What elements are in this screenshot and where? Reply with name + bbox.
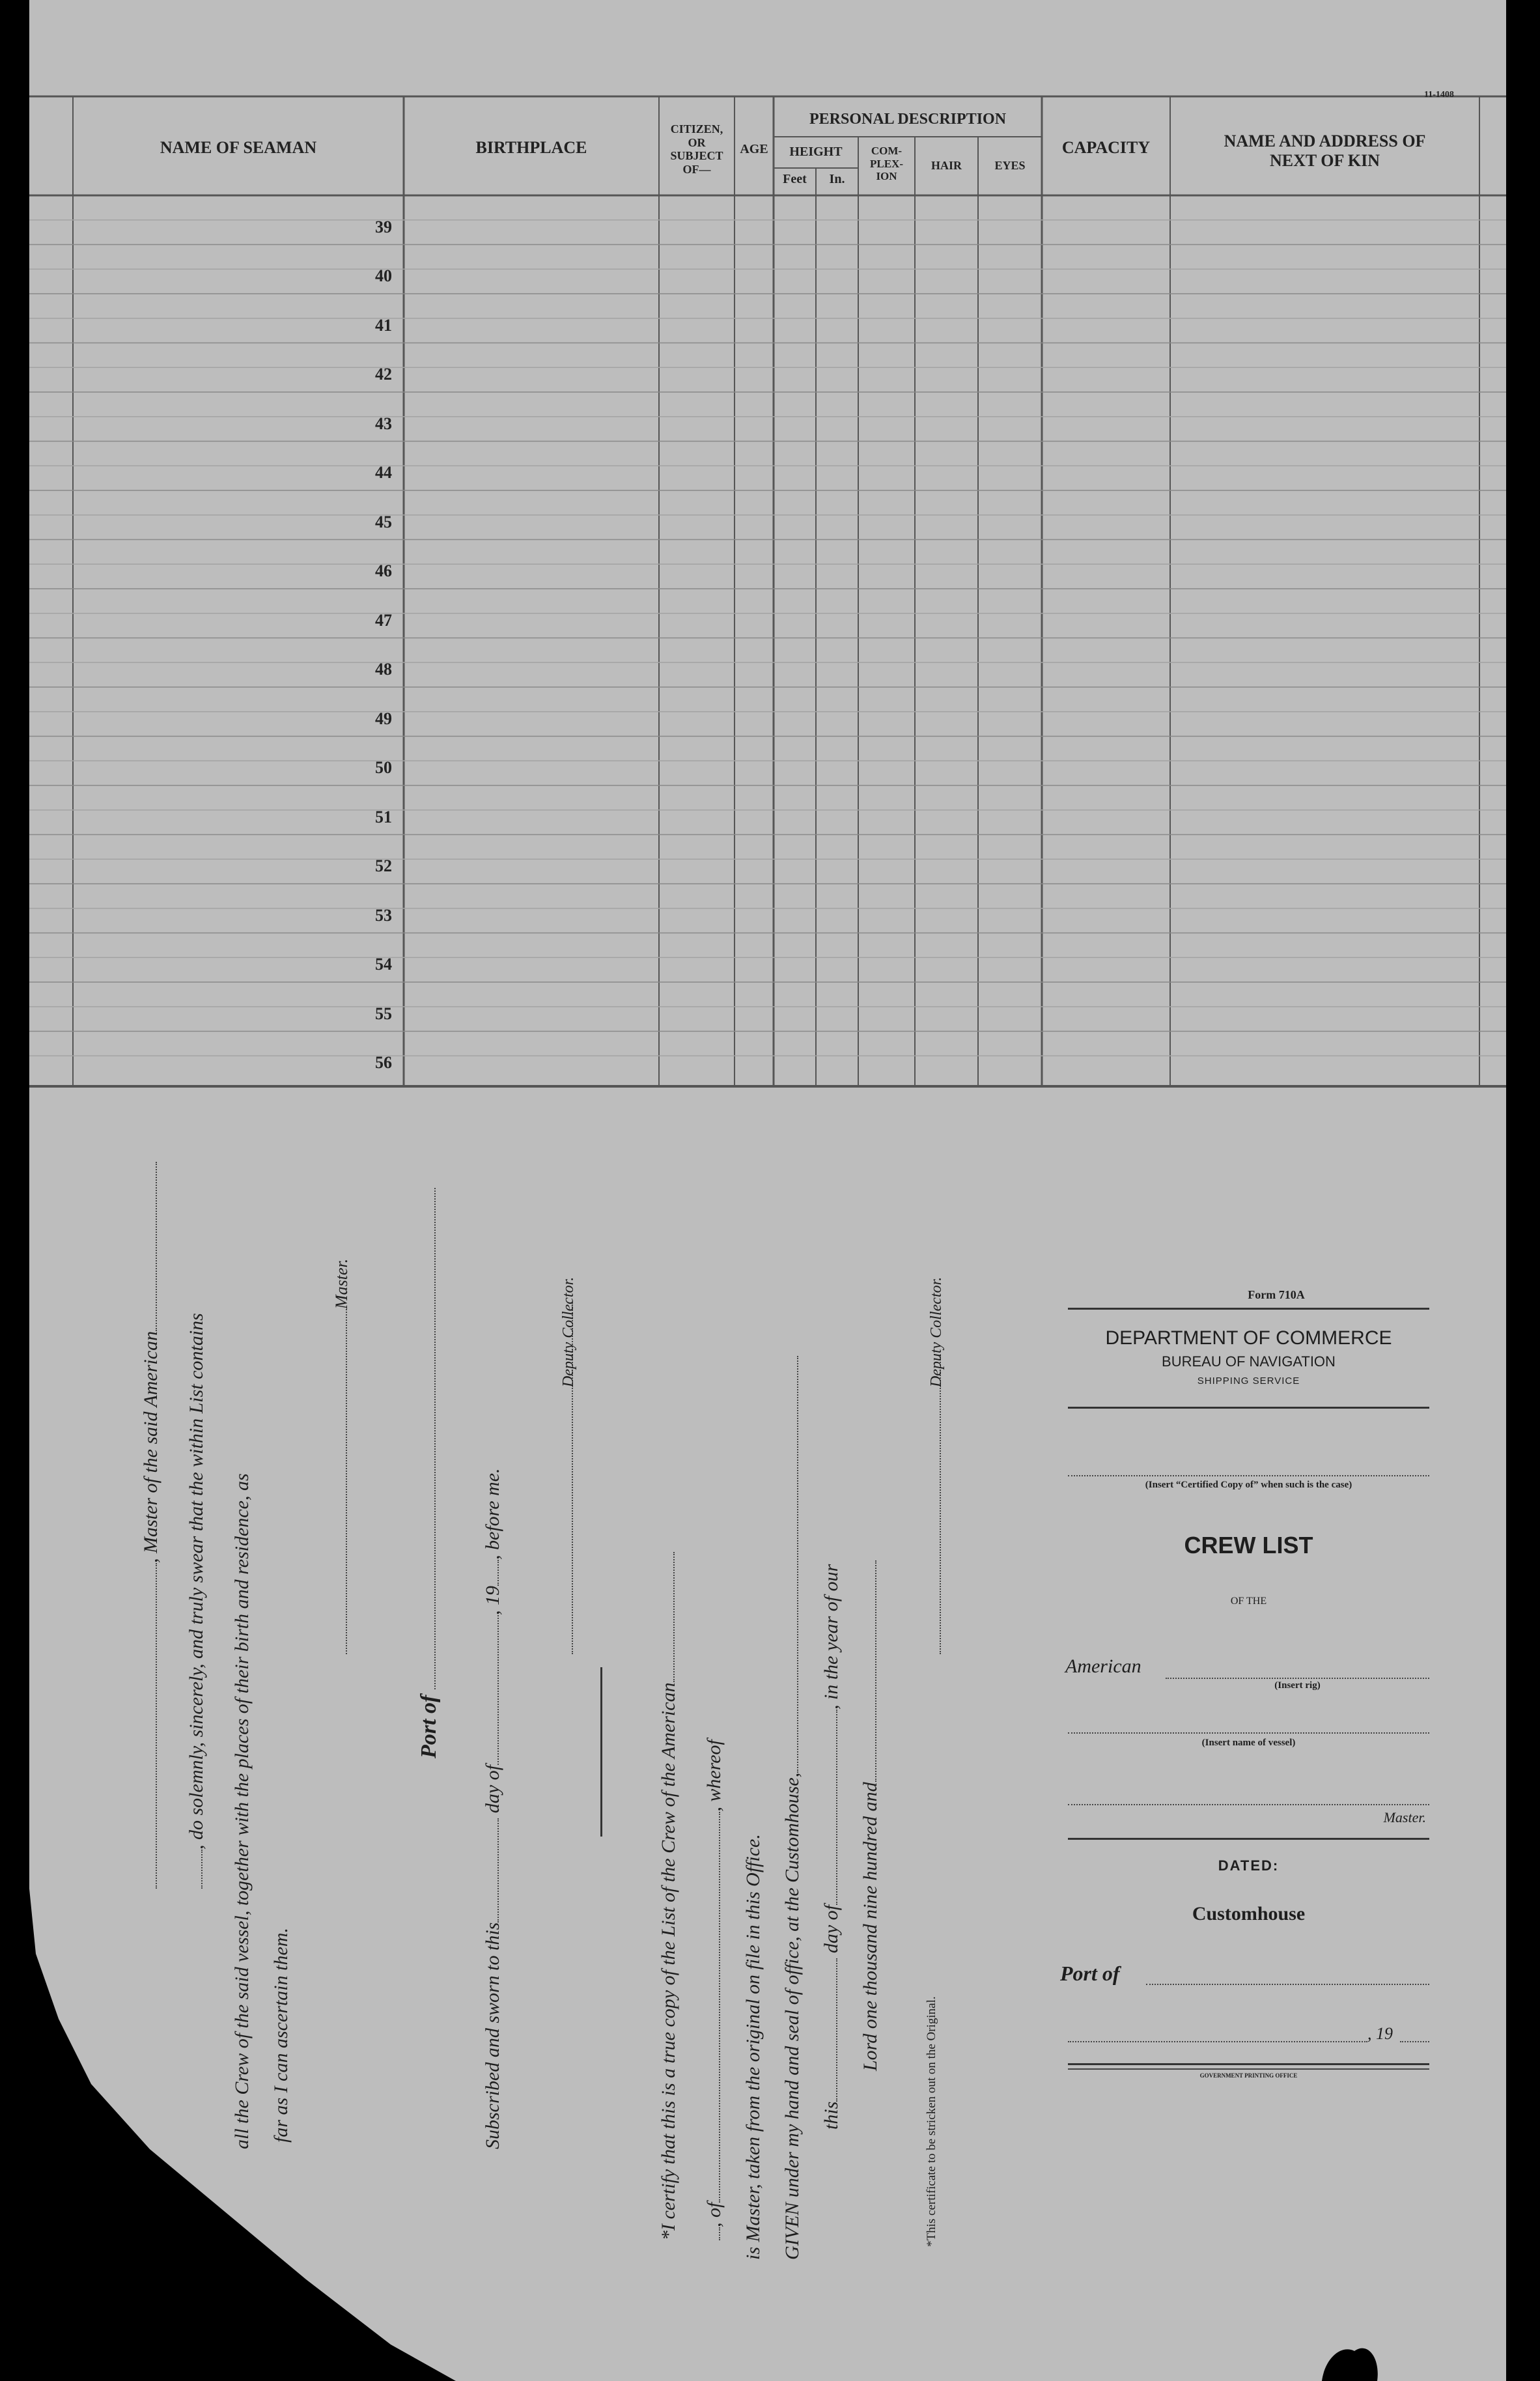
certificate-line-5: this day of, in the year of our	[820, 1564, 842, 2130]
cover-rule-bottom	[1068, 2063, 1429, 2065]
cover-american: American	[1065, 1655, 1141, 1677]
header-height: HEIGHT	[789, 145, 843, 159]
row-number: 45	[375, 512, 392, 531]
row-number: 47	[375, 610, 392, 630]
row-number: 51	[375, 807, 392, 826]
header-capacity: CAPACITY	[1061, 138, 1151, 157]
torn-corner	[0, 1889, 456, 2381]
header-eyes: EYES	[994, 159, 1026, 172]
row-number: 48	[375, 660, 392, 679]
row-number: 54	[375, 955, 392, 974]
seal-bar	[594, 1667, 606, 1837]
header-birthplace: BIRTHPLACE	[475, 138, 587, 157]
cover-bureau: BUREAU OF NAVIGATION	[1162, 1353, 1336, 1370]
cover-rig-line	[1166, 1678, 1429, 1679]
certificate-footnote: *This certificate to be stricken out on the Original.	[925, 1996, 938, 2247]
header-feet: Feet	[783, 172, 807, 186]
row-number: 50	[375, 758, 392, 777]
cover-service: SHIPPING SERVICE	[1197, 1375, 1300, 1387]
cover-port-of: Port of	[1060, 1962, 1120, 1985]
row-number: 46	[375, 561, 392, 580]
row-number: 49	[375, 709, 392, 728]
oath-master-label: Master.	[332, 1258, 351, 1309]
cover-customhouse: Customhouse	[1192, 1903, 1306, 1924]
header-hair: HAIR	[931, 159, 962, 172]
certificate-line-3: is Master, taken from the original on file in this Office.	[742, 1834, 764, 2260]
row-number: 53	[375, 905, 392, 925]
oath-line-4: far as I can ascertain them.	[270, 1928, 292, 2143]
certificate-line-1: *I certify that this is a true copy of the List of the Crew of the American	[658, 1552, 680, 2240]
cover-insert-vessel: (Insert name of vessel)	[1201, 1738, 1296, 1748]
cover-insert-rig: (Insert rig)	[1274, 1680, 1321, 1691]
header-next-of-kin: NAME AND ADDRESS OF NEXT OF KIN	[1224, 132, 1426, 170]
cover-date-line	[1068, 2041, 1367, 2042]
header-name-of-seaman: NAME OF SEAMAN	[160, 138, 317, 157]
row-number: 42	[375, 365, 392, 384]
cover-rule-3	[1068, 1838, 1429, 1840]
cover-nineteen: , 19	[1367, 2024, 1393, 2043]
certificate-deputy-collector: Deputy Collector.	[928, 1276, 945, 1387]
cover-year-line	[1400, 2041, 1429, 2042]
certificate-line-2: , of, whereof	[703, 1740, 725, 2240]
row-number: 44	[375, 463, 392, 482]
row-number: 43	[375, 414, 392, 433]
certificate-line-6: Lord one thousand nine hundred and	[860, 1560, 882, 2071]
cover-printer: GOVERNMENT PRINTING OFFICE	[1199, 2072, 1298, 2079]
ink-blot	[1315, 2332, 1387, 2381]
cover-of-the: OF THE	[1230, 1596, 1267, 1607]
row-number: 56	[375, 1053, 392, 1072]
cover-dated: DATED:	[1218, 1857, 1280, 1874]
oath-master-signature	[332, 1309, 352, 1654]
cover-rule-bottom-2	[1068, 2068, 1429, 2070]
header-personal-description: PERSONAL DESCRIPTION	[809, 111, 1007, 128]
row-number: 40	[375, 266, 392, 285]
cover-master: Master.	[1383, 1809, 1426, 1825]
cover-department: DEPARTMENT OF COMMERCE	[1105, 1327, 1392, 1349]
form-code: 11-1408	[1424, 90, 1454, 100]
oath-deputy-collector: Deputy Collector.	[560, 1276, 577, 1387]
cover-vessel-line	[1068, 1732, 1429, 1734]
cover-form-number: Form 710A	[1248, 1288, 1305, 1301]
certificate-collector-signature	[928, 1355, 945, 1654]
oath-line-1: , Master of the said American	[140, 1162, 162, 1889]
cover-port-line	[1146, 1984, 1429, 1985]
cover-master-line	[1068, 1804, 1429, 1805]
oath-line-2: , do solemnly, sincerely, and truly swear that the within List contains	[186, 1313, 208, 1889]
cover-rule-top	[1068, 1308, 1429, 1310]
cover-title: CREW LIST	[1184, 1532, 1313, 1558]
row-number: 52	[375, 856, 392, 875]
row-number: 39	[375, 217, 392, 236]
certificate-line-4: GIVEN under my hand and seal of office, at the Customhouse,	[781, 1356, 804, 2260]
oath-subscribed: Subscribed and sworn to this day of, 19, before me.	[482, 1468, 503, 2149]
header-age: AGE	[740, 142, 768, 156]
row-number: 41	[375, 315, 392, 335]
cover-certified-line	[1068, 1475, 1429, 1476]
cover-rule-2	[1068, 1407, 1429, 1409]
header-inches: In.	[829, 172, 845, 186]
oath-port-of: Port of	[417, 1188, 441, 1758]
oath-line-3: all the Crew of the said vessel, together with the places of their birth and residence, as	[231, 1473, 253, 2149]
row-number: 55	[375, 1004, 392, 1023]
header-citizen: CITIZEN, OR SUBJECT OF—	[670, 122, 723, 176]
header-complexion: COM- PLEX- ION	[870, 145, 903, 183]
cover-insert-certified: (Insert “Certified Copy of” when such is the case)	[1145, 1480, 1352, 1490]
